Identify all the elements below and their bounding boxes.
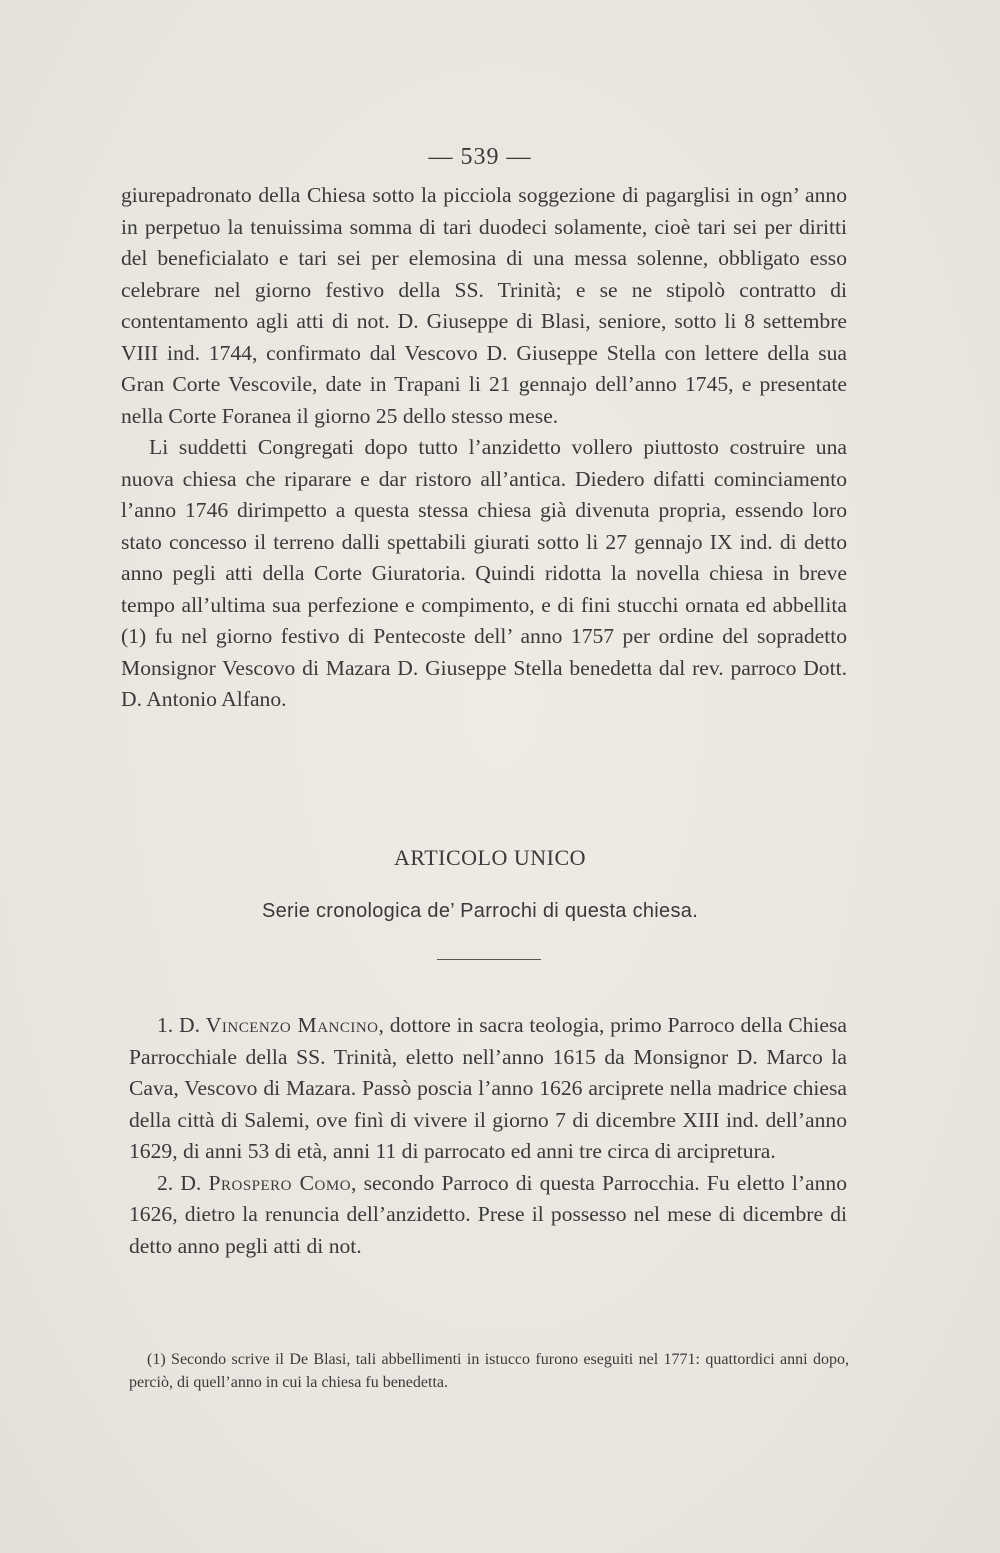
series-heading: Serie cronologica de’ Parrochi di questa chiesa. — [261, 900, 699, 922]
article-heading: ARTICOLO UNICO — [393, 845, 587, 870]
priest-name: Prospero Como — [208, 1170, 352, 1195]
item-number: 1. D. — [157, 1013, 200, 1037]
paragraph-continuation: giurepadronato della Chiesa sotto la picciola soggezione di pagarglisi in ogn’ anno in perpetuo la tenuissima somma di tari duodeci solamente, cioè tari sei per diritti del beneficialato e tari sei per elemosina di una messa solenne, obbligato esso celebrare nel giorno festivo della SS. Trinità; e se ne stipolò contratto di contentamento agli atti di not. D. Giuseppe di Blasi, seniore, sotto li 8 settembre VIII ind. 1744, confirmato dal Vescovo D. Giuseppe Stella con lettere della sua Gran Corte Vescovile, date in Trapani li 21 gennajo dell’anno 1745, e presentate nella Corte Foranea il giorno 25 dello stesso mese. — [121, 183, 847, 428]
separator-rule — [437, 959, 541, 960]
list-item — [129, 1010, 847, 1168]
page-number: — 539 — — [428, 144, 532, 170]
priest-name: Vincenzo Mancino — [205, 1013, 379, 1037]
list-item — [129, 1168, 847, 1263]
main-text — [121, 180, 847, 716]
footnote: (1) Secondo scrive il De Blasi, tali abbellimenti in istucco furono eseguiti nel 1771: quattordici anni dopo, perciò, di quell’anno in cui la chiesa fu benedetta. — [129, 1351, 849, 1391]
parish-priest-list — [129, 1010, 847, 1262]
item-text: , dottore in sacra teologia, primo Parroco della Chiesa Parrocchiale della SS. Trinità, eletto nell’anno 1615 da Monsignor D. Marco la Cava, Vescovo di Mazara. Passò poscia l’anno 1626 arciprete nella madrice chiesa della città di Salemi, ove finì di vivere il giorno 7 di dicembre XIII ind. dell’anno 1629, di anni 53 di età, anni 11 di parrocato ed anni tre circa di arcipretura. — [129, 1013, 847, 1163]
item-text: , secondo Parroco di questa Parrocchia. Fu eletto l’anno 1626, dietro la renuncia dell’anzidetto. Prese il possesso nel mese di dicembre di detto anno pegli atti di not. — [129, 1170, 848, 1258]
paragraph-congregati: Li suddetti Congregati dopo tutto l’anzidetto vollero piuttosto costruire una nuova chiesa che riparare e dar ristoro all’antica. Diedero difatti cominciamento l’anno 1746 dirimpetto a questa stessa chiesa già divenuta propria, essendo loro stato concesso il terreno dalli spettabili giurati sotto li 27 gennajo IX ind. di detto anno pegli atti della Corte Giuratoria. Quindi ridotta la novella chiesa in breve tempo all’ultima sua perfezione e compimento, e di fini stucchi ornata ed abbellita (1) fu nel giorno festivo di Pentecoste dell’ anno 1757 per ordine del sopradetto Monsignor Vescovo di Mazara D. Giuseppe Stella benedetta dal rev. parroco Dott. D. Antonio Alfano. — [121, 435, 847, 711]
item-number: 2. D. — [157, 1170, 202, 1195]
